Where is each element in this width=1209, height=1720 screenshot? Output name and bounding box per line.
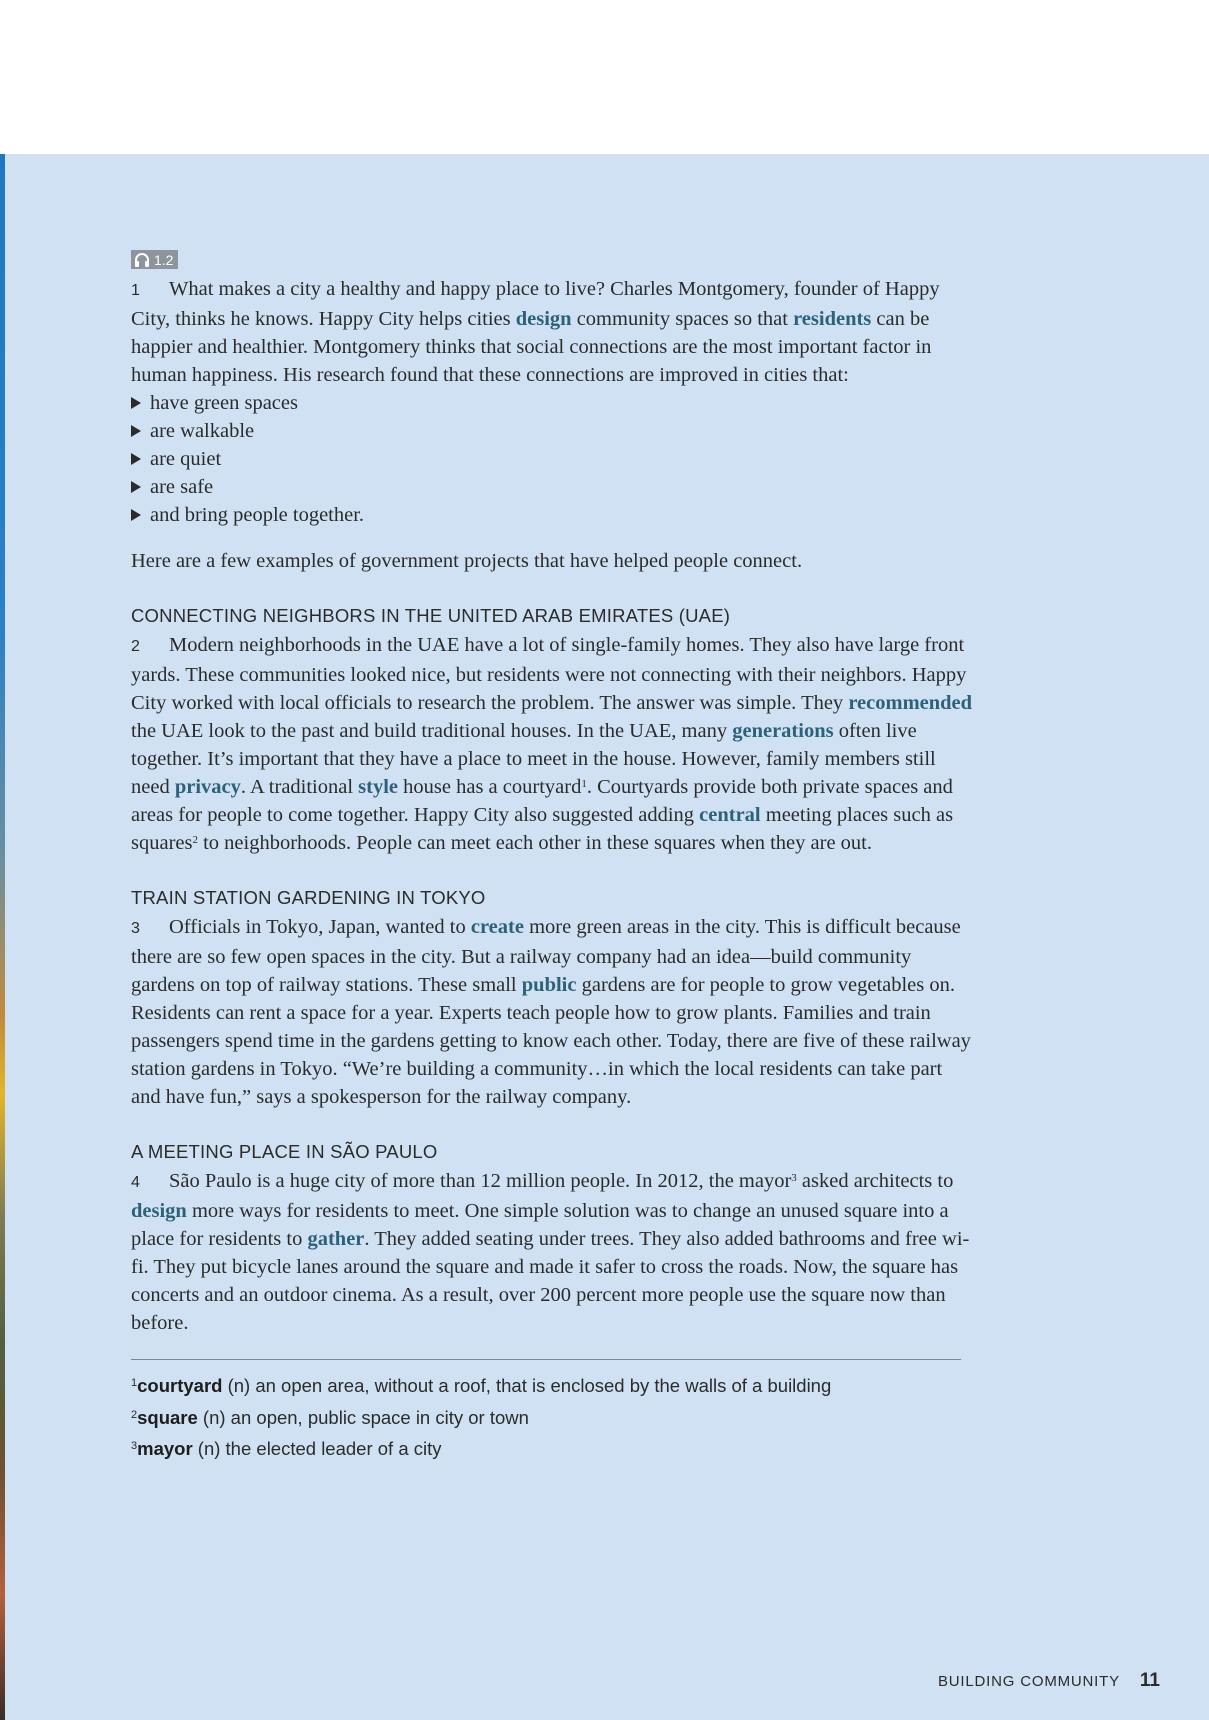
running-section-title: BUILDING COMMUNITY [938, 1673, 1120, 1690]
paragraph-number: 3 [131, 920, 140, 937]
audio-track-badge[interactable] [131, 250, 178, 269]
bullet-triangle-icon [131, 453, 141, 465]
footnote-courtyard: $^1$courtyard (n) an open area, without a roof, that is enclosed by the walls of a building [131, 1375, 832, 1396]
vocab-word: recommended [848, 692, 973, 714]
list-item: are walkable [131, 417, 976, 445]
paragraph-3: 3 Officials in Tokyo, Japan, wanted to create more green areas in the city. This is difficult because there are so few open spaces in the city. But a railway company had an idea—build community gardens on top of railway stations. These small public gardens are for people to grow vegetables on. Residents can rent a space for a year. Experts teach people how to grow plants. Families and train passengers spend time in the gardens getting to know each other. Today, there are five of these railway station gardens in Tokyo. “We’re building a community…in which the local residents can take part and have fun,” says a spokesperson for the railway company. [131, 916, 971, 1108]
reading-content [131, 250, 976, 1465]
headphones-icon [134, 253, 150, 267]
paragraph-4: 4 São Paulo is a huge city of more than 12 million people. In 2012, the mayor$^3$ asked architects to design more ways for residents to meet. One simple solution was to change an unused square into a place for residents to gather. They added seating under trees. They also added bathrooms and free wi-fi. They put bicycle lanes around the square and made it safer to cross the roads. Now, the square has concerts and an outdoor cinema. As a result, over 200 percent more people use the square now than before. [131, 1170, 970, 1334]
section-heading-uae: CONNECTING NEIGHBORS IN THE UNITED ARAB EMIRATES (UAE) [131, 605, 731, 626]
section-heading-tokyo: TRAIN STATION GARDENING IN TOKYO [131, 887, 486, 908]
paragraph-number: 1 [131, 282, 140, 299]
paragraph-2: 2 Modern neighborhoods in the UAE have a lot of single-family homes. They also have large front yards. These communities looked nice, but residents were not connecting with their neighbors. Happy City worked with local officials to research the problem. The answer was simple. They recommended the UAE look to the past and build traditional houses. In the UAE, many generations often live together. It’s important that they have a place to meet in the house. However, family members still need privacy. A traditional style house has a courtyard$^1$. Courtyards provide both private spaces and areas for people to come together. Happy City also suggested adding central meeting places such as squares$^2$ to neighborhoods. People can meet each other in these squares when they are out. [131, 634, 973, 854]
list-item: have green spaces [131, 389, 976, 417]
examples-intro: Here are a few examples of government projects that have helped people connect. [131, 550, 803, 572]
vocab-word: residents [793, 308, 872, 330]
bullet-triangle-icon [131, 425, 141, 437]
footnote-marker: 3 [791, 1172, 797, 1184]
vocab-word: style [358, 776, 399, 798]
vocab-word: design [515, 308, 572, 330]
page-edge-photo-strip [0, 154, 5, 1720]
paragraph-number: 4 [131, 1174, 140, 1191]
footnote-square: $^2$square (n) an open, public space in city or town [131, 1406, 529, 1428]
bullet-triangle-icon [131, 397, 141, 409]
vocab-word: privacy [174, 776, 241, 798]
list-item: are quiet [131, 445, 976, 473]
bullet-triangle-icon [131, 509, 141, 521]
vocab-word: central [699, 804, 761, 826]
vocab-word: design [131, 1200, 187, 1222]
section-heading-sao-paulo: A MEETING PLACE IN SÃO PAULO [131, 1141, 438, 1162]
bullet-list [131, 389, 976, 529]
page-number: 11 [1139, 1670, 1160, 1691]
list-item: and bring people together. [131, 501, 976, 529]
list-item: are safe [131, 473, 976, 501]
footnote-marker: 1 [581, 778, 587, 790]
bullet-triangle-icon [131, 481, 141, 493]
vocab-word: gather [307, 1228, 365, 1250]
vocab-word: public [521, 974, 577, 996]
paragraph-number: 2 [131, 638, 140, 655]
paragraph-1: 1 What makes a city a healthy and happy place to live? Charles Montgomery, founder of Happy City, thinks he knows. Happy City helps cities design community spaces so that residents can be happier and healthier. Montgomery thinks that social connections are the most important factor in human happiness. His research found that these connections are improved in cities that: [131, 278, 940, 386]
footnote-marker: 2 [192, 834, 198, 846]
footnote-mayor: $^3$mayor (n) the elected leader of a city [131, 1438, 442, 1459]
vocab-word: generations [732, 720, 834, 742]
footnote-divider [131, 1359, 961, 1360]
vocab-word: create [470, 916, 524, 938]
audio-track-number: 1.2 [154, 251, 174, 268]
page-footer [938, 1670, 1160, 1692]
